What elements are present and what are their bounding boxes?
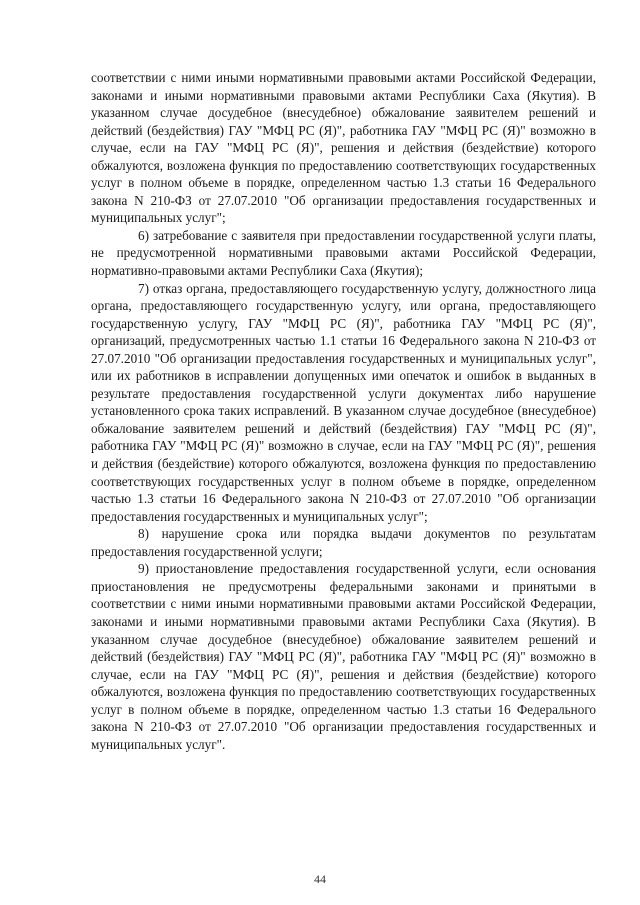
paragraph-item-8: 8) нарушение срока или порядка выдачи документов по результатам предоставления государственной услуги;	[91, 526, 596, 559]
body-text	[91, 69, 596, 753]
paragraph-continuation: соответствии с ними иными нормативными правовыми актами Российской Федерации, законами и иными нормативными правовыми актами Республики Саха (Якутия). В указанном случае досудебное (внесудебное) обжалование заявителем решений и действий (бездействия) ГАУ "МФЦ РС (Я)", работника ГАУ "МФЦ РС (Я)" возможно в случае, если на ГАУ "МФЦ РС (Я)", решения и действия (бездействие) которого обжалуются, возложена функция по предоставлению соответствующих государственных услуг в полном объеме в порядке, определенном частью 1.3 статьи 16 Федерального закона N 210-ФЗ от 27.07.2010 "Об организации предоставления государственных и муниципальных услуг";	[91, 70, 596, 226]
paragraph-item-9: 9) приостановление предоставления государственной услуги, если основания приостановления не предусмотрены федеральными законами и принятыми в соответствии с ними иными нормативными правовыми актами Российской Федерации, законами и иными нормативными правовыми актами Республики Саха (Якутия). В указанном случае досудебное (внесудебное) обжалование заявителем решений и действий (бездействия) ГАУ "МФЦ РС (Я)", работника ГАУ "МФЦ РС (Я)" возможно в случае, если на ГАУ "МФЦ РС (Я)", решения и действия (бездействие) которого обжалуются, возложена функция по предоставлению соответствующих государственных услуг в полном объеме в порядке, определенном частью 1.3 статьи 16 Федерального закона N 210-ФЗ от 27.07.2010 "Об организации предоставления государственных и муниципальных услуг".	[91, 561, 596, 752]
paragraph-item-6: 6) затребование с заявителя при предоставлении государственной услуги платы, не предусмотренной нормативными правовыми актами Российской Федерации, нормативно-правовыми актами Республики Саха (Якутия);	[91, 227, 596, 279]
paragraph-item-7: 7) отказ органа, предоставляющего государственную услугу, должностного лица органа, предоставляющего государственную услугу, или органа, предоставляющего государственную услугу, ГАУ "МФЦ РС (Я)", работника ГАУ "МФЦ РС (Я)", организаций, предусмотренных частью 1.1 статьи 16 Федерального закона N 210-ФЗ от 27.07.2010 "Об организации предоставления государственных и муниципальных услуг", или их работников в исправлении допущенных ими опечаток и ошибок в выданных в результате предоставления государственной услуги документах либо нарушение установленного срока таких исправлений. В указанном случае досудебное (внесудебное) обжалование заявителем решений и действий (бездействия) ГАУ "МФЦ РС (Я)", работника ГАУ "МФЦ РС (Я)" возможно в случае, если на ГАУ "МФЦ РС (Я)", решения и действия (бездействие) которого обжалуются, возложена функция по предоставлению соответствующих государственных услуг в полном объеме в порядке, определенном частью 1.3 статьи 16 Федерального закона N 210-ФЗ от 27.07.2010 "Об организации предоставления государственных и муниципальных услуг";	[91, 280, 596, 524]
page-number: 44	[314, 872, 326, 886]
